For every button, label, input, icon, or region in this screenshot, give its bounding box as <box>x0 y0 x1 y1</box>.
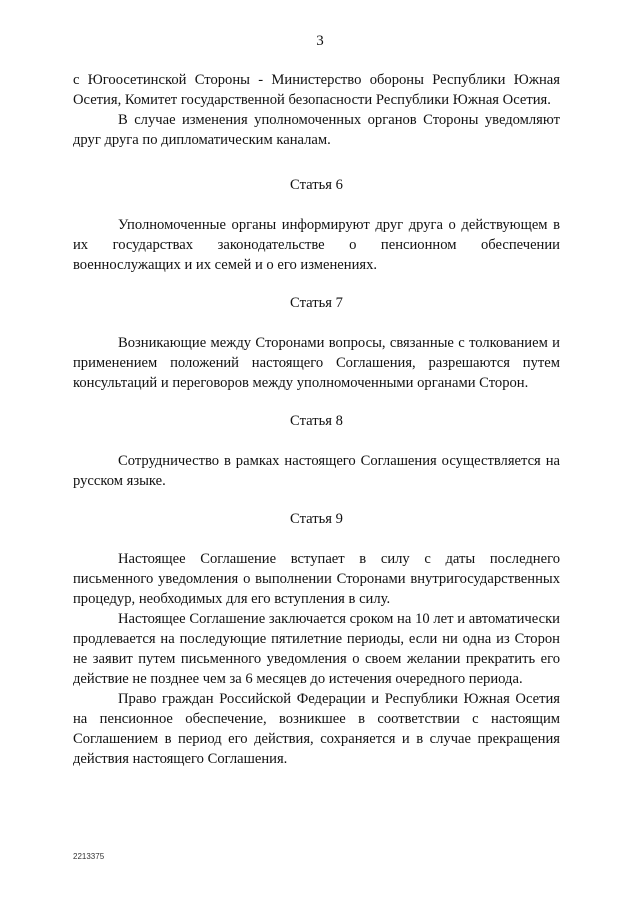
article-9-paragraph-pension-rights: Право граждан Российской Федерации и Республики Южная Осетия на пенсионное обеспечение, возникшее в соответствии с настоящим Соглашением в период его действия, сохраняется и в случае прекращения действия настоящего Соглашения. <box>73 691 560 767</box>
page-number: 3 <box>316 33 324 49</box>
paragraph-authorities-continued: с Югоосетинской Стороны - Министерство обороны Республики Южная Осетия, Комитет государственной безопасности Республики Южная Осетия. <box>73 72 560 108</box>
article-9-paragraph-entry-into-force: Настоящее Соглашение вступает в силу с даты последнего письменного уведомления о выполнении Сторонами внутригосударственных процедур, необходимых для его вступления в силу. <box>73 551 560 607</box>
article-6-paragraph: Уполномоченные органы информируют друг друга о действующем в их государствах законодательстве о пенсионном обеспечении военнослужащих и их семей и о его изменениях. <box>73 217 560 273</box>
article-8-paragraph: Сотрудничество в рамках настоящего Соглашения осуществляется на русском языке. <box>73 453 560 489</box>
document-code: 2213375 <box>73 852 105 861</box>
article-9-heading: Статья 9 <box>290 511 343 527</box>
article-7-paragraph: Возникающие между Сторонами вопросы, связанные с толкованием и применением положений настоящего Соглашения, разрешаются путем консультаций и переговоров между уполномоченными органами Сторон. <box>73 335 560 391</box>
article-8-heading: Статья 8 <box>290 413 343 429</box>
article-9-paragraph-term: Настоящее Соглашение заключается сроком на 10 лет и автоматически продлевается на последующие пятилетние периоды, если ни одна из Сторон не заявит путем письменного уведомления о своем желании прекратить его действие не позднее чем за 6 месяцев до истечения очередного периода. <box>73 611 560 687</box>
article-7-heading: Статья 7 <box>290 295 343 311</box>
document-body <box>73 70 560 769</box>
article-6-heading: Статья 6 <box>290 177 343 193</box>
paragraph-authority-change: В случае изменения уполномоченных органов Стороны уведомляют друг друга по дипломатическим каналам. <box>73 112 560 148</box>
